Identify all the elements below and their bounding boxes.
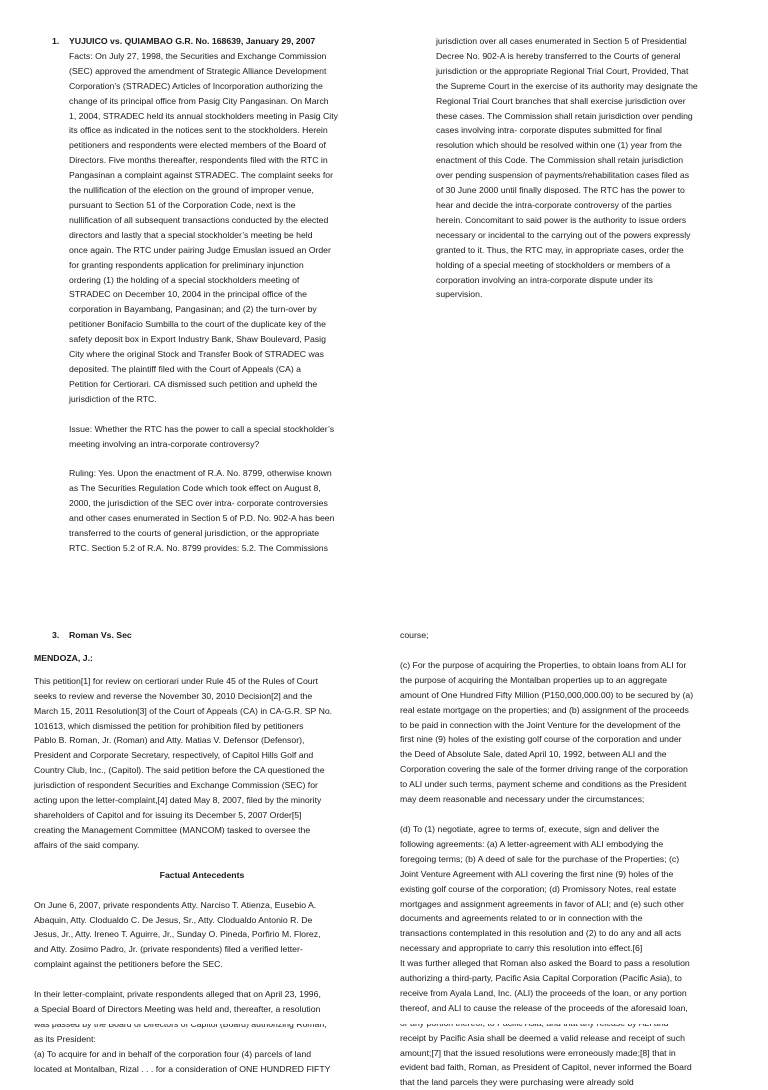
case1-issue: Issue: Whether the RTC has the power to call a special stockholder’s meeting involving an intra-corporate controversy? <box>69 423 335 449</box>
case3-section-title: Factual Antecedents <box>159 869 245 880</box>
case3-item-e: It was further alleged that Roman also asked the Board to pass a resolution authorizing a third-party, Pacific Asia Capital Corporation (Pacific Asia), to receive from Ayala Land, Inc. (ALI) the proceeds of the loan, or any portion thereof, and ALI to cause the release of the proceeds of the aforesaid loan, receipt by Pacific Asia shall be deemed a valid release and receipt of such amount;[7] that the issued resolutions were erroneously made;[8] that in evident bad faith, Roman, as President of Capitol, never informed the Board that the land parcels they were purchasing were already sold <box>400 958 692 1088</box>
case1-heading <box>52 34 374 49</box>
case1-facts: Facts: On July 27, 1998, the Securities and Exchange Commission (SEC) approved the amendment of Strategic Alliance Development Corporation’s (STRADEC) Articles of Incorporation authorizing the change of its principal office from Pasig City Pangasinan. On March 1, 2004, STRADEC held its annual stockholders meeting in Pasig City its office as indicated in the notices sent to the stockholders. Herein petitioners and respondents were elected members of the Board of Directors. Five months thereafter, respondents filed with the RTC in Pangasinan a complaint against STRADEC. The complaint seeks for the nullification of the election on the ground of improper venue, pursuant to Section 51 of the Corporation Code, next is the nullification of all subsequent transactions conducted by the elected directors and lastly that a special stockholder’s meeting be held once again. The RTC under pairing Judge Emuslan issued an Order for granting respondents application for preliminary injunction ordering (1) the holding of a special stockholders meeting of STRADEC on December 10, 2004 in the principal office of the corporation in Bayambang, Pangasinan; and (2) the turn-over by petitioner Bonifacio Sumbilla to the court of the duplicate key of the safety deposit box in Export Industry Bank, Shaw Boulevard, Pasig City where the original Stock and Transfer Book of STRADEC was deposited. The plaintiff filed with the Court of Appeals (CA) a Petition for Certiorari. CA dismissed such petition and upheld the jurisdiction of the RTC. <box>69 50 338 404</box>
case3-intro: This petition[1] for review on certiorari under Rule 45 of the Rules of Court seeks to review and reverse the November 30, 2010 Decision[2] and the March 15, 2011 Resolution[3] of the Court of Appeals (CA) in CA-G.R. SP No. 101613, which dismissed the petition for prohibition filed by petitioners Pablo B. Roman, Jr. (Roman) and Atty. Matias V. Defensor (Defensor), President and Corporate Secretary, respectively, of Capitol Hills Golf and Country Club, Inc., (Capitol). The said petition before the CA questioned the jurisdiction of respondent Securities and Exchange Commission (SEC) for acting upon the letter-complaint,[4] dated May 8, 2007, filed by the minority shareholders of Capitol and for issuing its December 5, 2007 Order[5] creating the Management Committee (MANCOM) tasked to oversee the affairs of the said company. <box>34 675 333 850</box>
case3-author: MENDOZA, J.: <box>34 652 93 663</box>
case3-facts-1: On June 6, 2007, private respondents Atty. Narciso T. Atienza, Eusebio A. Abaquin, Atty. Clodualdo C. De Jesus, Sr., Atty. Clodualdo Antonio R. De Jesus, Jr., Atty. Ireneo T. Aguirre, Jr., Sunday O. Pineda, Porfirio M. Florez, and Atty. Zosimo Padro, Jr. (private respondents) filed a verified letter- complaint against the petitioners before the SEC. <box>34 899 321 970</box>
case3-title: Roman Vs. Sec <box>69 630 132 640</box>
case3-left-column <box>34 628 370 1077</box>
page-bottom-edge <box>0 1016 768 1024</box>
case1-ruling-continued: jurisdiction over all cases enumerated in Section 5 of Presidential Decree No. 902-A is hereby transferred to the Courts of general jurisdiction or the appropriate Regional Trial Court, Provided, That the Supreme Court in the exercise of its authority may designate the Regional Trial Court branches that shall exercise jurisdiction over these cases. The Commission shall retain jurisdiction over pending cases involving intra- corporate disputes submitted for final resolution which should be resolved within one (1) year from the enactment of this Code. The Commission shall retain jurisdiction over pending suspension of payments/rehabilitation cases filed as of 30 June 2000 until finally disposed. The RTC has the power to hear and decide the intra-corporate controversy of the parties herein. Concomitant to said power is the authority to issue orders necessary or incidental to the carrying out of the powers expressly granted to it. Thus, the RTC may, in appropriate cases, order the holding of a special meeting of stockholders or members of a corporation involving an intra-corporate dispute under its supervision. <box>436 36 698 300</box>
case3-number: 3. <box>52 630 60 640</box>
case1-number: 1. <box>52 36 60 46</box>
case1-right-column <box>436 34 742 302</box>
case3-heading <box>34 628 370 643</box>
case3-course: course; <box>400 630 429 640</box>
case1-left-column <box>52 34 374 556</box>
case3-facts-2: In their letter-complaint, private respondents alleged that on April 23, 1996, a Special Board of Directors Meeting was held and, thereafter, a resolution as its President: (a) To acquire for and in behalf of the corporation four (4) parcels of land located at Montalban, Rizal . . . for a consideration of ONE HUNDRED FIFTY <box>34 989 331 1074</box>
case1-title: YUJUICO vs. QUIAMBAO G.R. No. 168639, January 29, 2007 <box>69 36 316 46</box>
case3-item-c: (c) For the purpose of acquiring the Properties, to obtain loans from ALI for the purpose of acquiring the Montalban properties up to an aggregate amount of One Hundred Fifty Million (P150,000,000.00) to be secured by (a) real estate mortgage on the properties; and (b) assignment of the proceeds to be paid in connection with the Joint Venture for the development of the first nine (9) holes of the existing golf course of the corporation and under the Deed of Absolute Sale, dated April 10, 1992, between ALI and the Corporation covering the sale of the former driving range of the corporation to ALI under such terms, payment scheme and conditions as the President may deem reasonable and necessary under the circumstances; <box>400 659 694 805</box>
case3-item-d: (d) To (1) negotiate, agree to terms of, execute, sign and deliver the following agreements: (a) A letter-agreement with ALI embodying the foregoing terms; (b) A deed of sale for the purchase of the Properties; (c) Joint Venture Agreement with ALI covering the first nine (9) holes of the existing golf course of the corporation; (d) Promissory Notes, real estate mortgages and assignment agreements in favor of ALI; and (e) such other documents and agreements related to or in connection with the transactions contemplated in this resolution and (2) to do any and all acts necessary and appropriate to carry this resolution into effect.[6] <box>400 823 684 954</box>
case1-ruling: Ruling: Yes. Upon the enactment of R.A. No. 8799, otherwise known as The Securities Regulation Code which took effect on August 8, 2000, the jurisdiction of the SEC over intra- corporate controversies and other cases enumerated in Section 5 of P.D. No. 902-A has been transferred to the courts of general jurisdiction, or the appropriate RTC. Section 5.2 of R.A. No. 8799 provides: 5.2. The Commissions <box>69 468 335 553</box>
